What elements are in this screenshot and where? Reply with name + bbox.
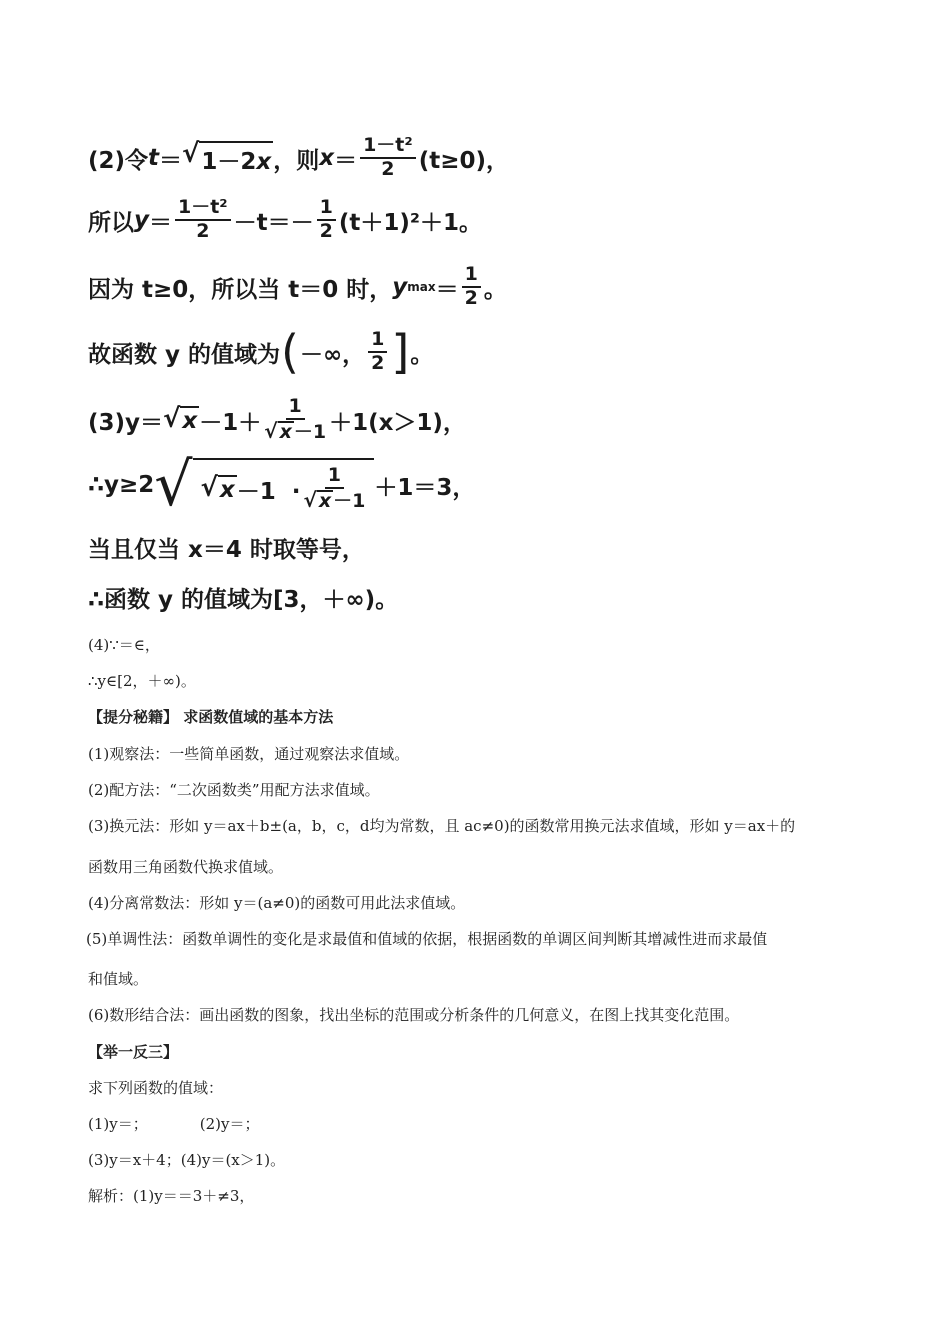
big-sqrt-sign: √ [154,450,193,520]
method-graphical: (6)数形结合法：画出函数的图象，找出坐标的范围或分析条件的几何意义，在图上找其变化范围。 [88,1006,740,1024]
fraction: $\frac{\text{1－t²}}{2}$ [175,198,231,242]
heading-title: 求函数值域的基本方法 [178,708,334,726]
math-line-equality: 当且仅当 x＝4 时取等号， [88,536,365,563]
section-heading-practice: 【举一反三】 [88,1043,179,1061]
text-part4: (4)∵＝∈， [88,636,160,654]
method-separation: (4)分离常数法：形如 y＝(a≠0)的函数可用此法求值域。 [88,894,466,912]
method-completing-square: (2)配方法：“二次函数类”用配方法求值域。 [88,781,380,799]
method-observation: (1)观察法：一些简单函数，通过观察法求值域。 [88,745,410,763]
math-line-because: 因为 t≥0，所以当 t＝0 时， y max ＝ $\frac{1}{2}$ 。 [88,263,507,309]
math-line-substitution: (2)令 t ＝ √ 1－2x ，则 x ＝ $\frac{\text{1－t²}}{2}$ (t≥0)， [88,134,509,180]
fraction: $\frac{1}{2}$ [462,265,481,309]
math-line-range: 故函数 y 的值域为 ( －∞， $\frac{1}{2}$ ] 。 [88,325,434,379]
math-line-inequality: ∴y≥2 √ √ x －1 · 1 √ x －1 ＋1＝3， [88,450,476,520]
method-monotonicity-cont: 和值域。 [88,970,149,988]
heading-tag: 【提分秘籍】 [88,708,179,726]
section-heading-tips [88,706,333,727]
practice-items-1-2: (1)y＝； (2)y＝； [88,1115,260,1133]
method-substitution-cont: 函数用三角函数代换求值域。 [88,858,284,876]
fraction: $\frac{1}{2}$ [368,330,387,374]
math-line-conclusion: ∴函数 y 的值域为[3，＋∞)。 [88,586,399,613]
method-monotonicity: (5)单调性法：函数单调性的变化是求最值和值域的依据，根据函数的单调区间判断其增减性进而求最值 [86,930,768,948]
text-part4-result: ∴y∈[2，＋∞)。 [88,672,196,690]
fraction: 1 √ x －1 [264,395,327,443]
practice-items-3-4: (3)y＝x＋4；(4)y＝(x＞1)。 [88,1151,286,1169]
solution-start: 解析：(1)y＝＝3＋≠3， [88,1187,255,1205]
math-line-so-y: 所以 y ＝ $\frac{\text{1－t²}}{2}$ －t＝－ $\frac{1}{2}$ (t＋1)²＋1。 [88,196,482,242]
fraction: $\frac{1}{2}$ [317,198,336,242]
fraction: $\frac{\text{1－t²}}{2}$ [360,136,416,180]
fraction: 1 √ x －1 [303,464,366,512]
math-line-part3: (3)y＝ √ x －1＋ 1 √ x －1 ＋1(x＞1)， [88,395,466,443]
method-substitution: (3)换元法：形如 y＝ax＋b±(a，b，c，d均为常数，且 ac≠0)的函数常用换元法求值域，形如 y＝ax＋的 [88,817,796,835]
sqrt-expression: √ 1－2x [182,138,272,175]
practice-prompt: 求下列函数的值域： [88,1079,224,1097]
